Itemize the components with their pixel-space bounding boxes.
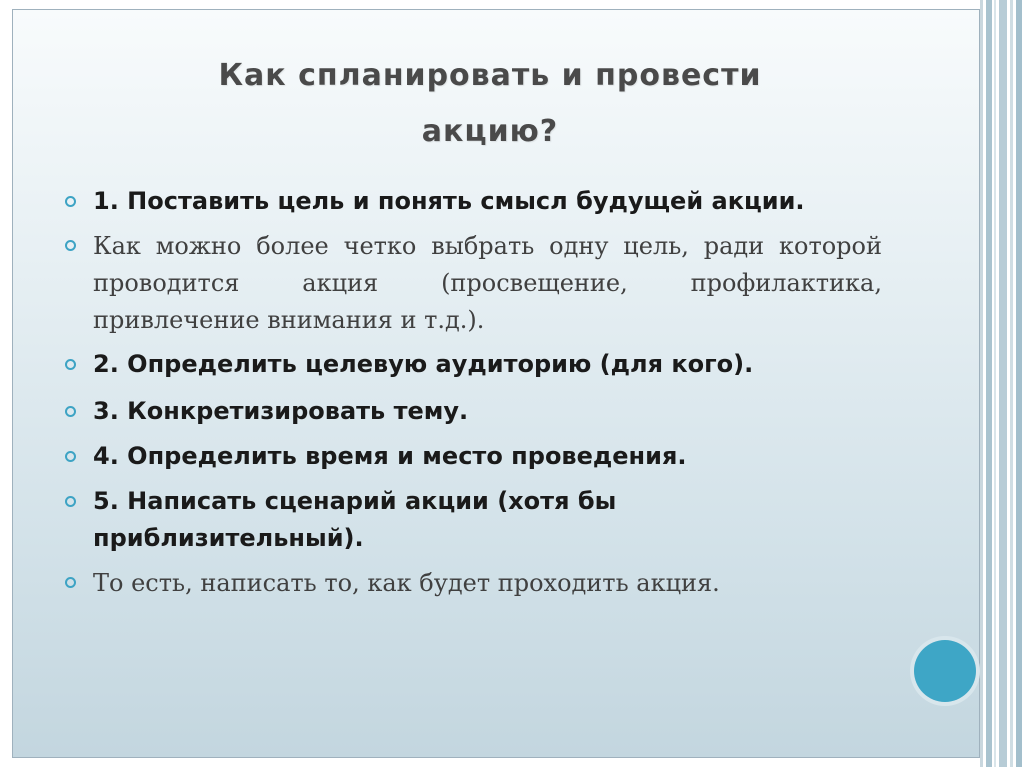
list-item-text: То есть, написать то, как будет проходить акция. [93, 569, 720, 597]
title-line-1: Как спланировать и провести [218, 58, 762, 93]
stripe [1010, 0, 1013, 767]
list-item [62, 483, 882, 557]
list-item [62, 346, 882, 383]
ring-bullet-icon [65, 577, 76, 588]
list-item-text: Как можно более четко выбрать одну цель, ради которой проводится акция (просвещение, профилактика, привлечение внимания и т.д.). [93, 232, 882, 334]
stripe [1016, 0, 1022, 767]
list-item [62, 393, 882, 430]
list-item-text: 3. Конкретизировать тему. [93, 397, 469, 425]
list-item [62, 228, 882, 339]
stripe [999, 0, 1007, 767]
ring-bullet-icon [65, 196, 76, 207]
list-item-text: 1. Поставить цель и понять смысл будущей акции. [93, 187, 805, 215]
list-item [62, 438, 882, 475]
ring-bullet-icon [65, 240, 76, 251]
ring-bullet-icon [65, 359, 76, 370]
stripe [980, 0, 983, 767]
ring-bullet-icon [65, 451, 76, 462]
ring-bullet-icon [65, 496, 76, 507]
list-item-text: 5. Написать сценарий акции (хотя бы приблизительный). [93, 487, 617, 552]
list-item [62, 565, 882, 602]
list-item-text: 4. Определить время и место проведения. [93, 442, 687, 470]
title-line-2: акцию? [421, 114, 559, 149]
stripe [994, 0, 996, 767]
list-item-text: 2. Определить целевую аудиторию (для кого). [93, 350, 754, 378]
list-item [62, 183, 882, 220]
slide-title [90, 48, 890, 160]
blue-circle-decoration [914, 640, 976, 702]
stripe [986, 0, 992, 767]
bullet-list [62, 183, 882, 602]
ring-bullet-icon [65, 406, 76, 417]
decorative-stripes [980, 0, 1024, 767]
